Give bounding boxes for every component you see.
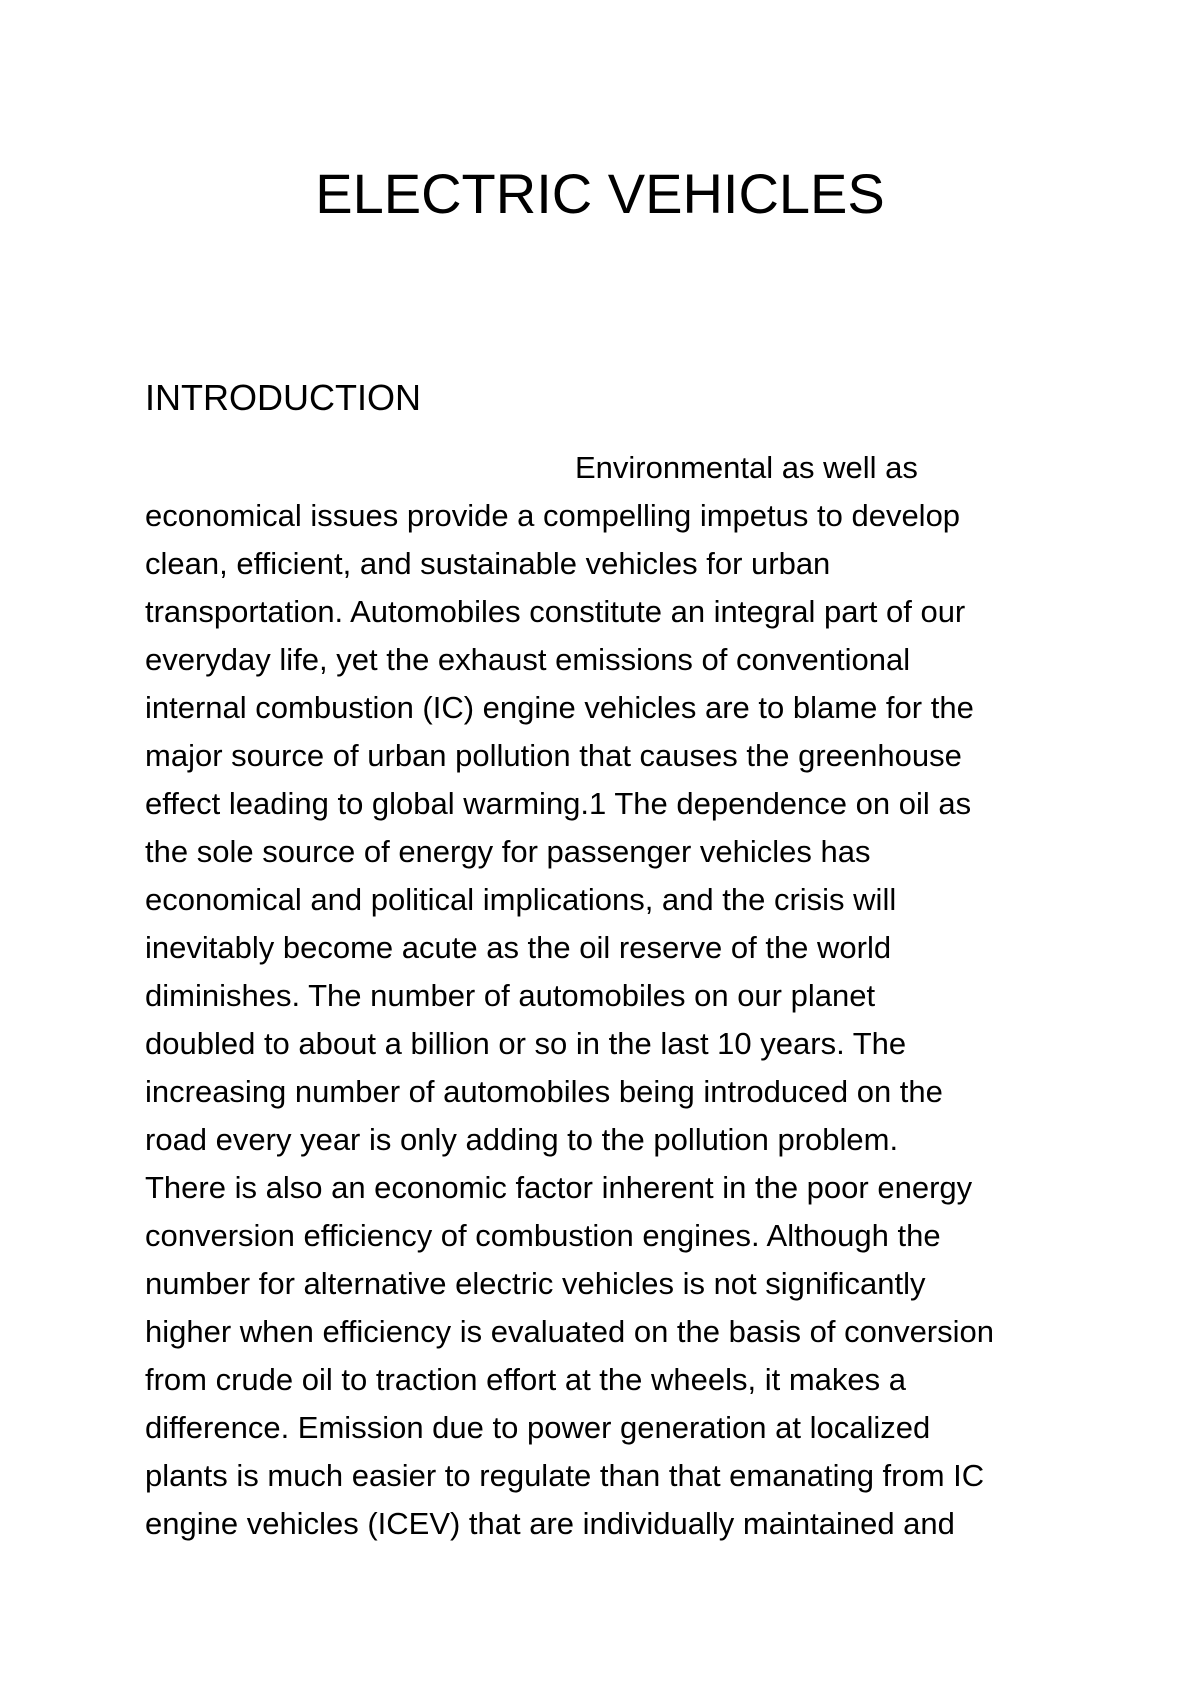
body-line: transportation. Automobiles constitute an integral part of our <box>145 594 966 629</box>
section-heading: INTRODUCTION <box>145 377 421 418</box>
body-line: the sole source of energy for passenger vehicles has <box>145 834 871 869</box>
body-line: There is also an economic factor inherent in the poor energy <box>145 1170 973 1205</box>
body-line: economical issues provide a compelling impetus to develop <box>145 498 961 533</box>
body-line: inevitably become acute as the oil reserve of the world <box>145 930 892 965</box>
body-line: road every year is only adding to the pollution problem. <box>145 1122 899 1157</box>
body-line: plants is much easier to regulate than that emanating from IC <box>145 1458 985 1493</box>
body-paragraph <box>145 444 1065 1548</box>
body-line: from crude oil to traction effort at the wheels, it makes a <box>145 1362 906 1397</box>
body-line: everyday life, yet the exhaust emissions of conventional <box>145 642 911 677</box>
body-line: Environmental as well as <box>575 450 918 485</box>
body-line: economical and political implications, and the crisis will <box>145 882 897 917</box>
body-line: number for alternative electric vehicles is not significantly <box>145 1266 926 1301</box>
body-line: effect leading to global warming.1 The dependence on oil as <box>145 786 972 821</box>
body-line: clean, efficient, and sustainable vehicles for urban <box>145 546 831 581</box>
body-line: diminishes. The number of automobiles on our planet <box>145 978 876 1013</box>
body-line: doubled to about a billion or so in the last 10 years. The <box>145 1026 907 1061</box>
body-line: internal combustion (IC) engine vehicles are to blame for the <box>145 690 974 725</box>
body-line: major source of urban pollution that causes the greenhouse <box>145 738 962 773</box>
body-line: higher when efficiency is evaluated on the basis of conversion <box>145 1314 995 1349</box>
document-title: ELECTRIC VEHICLES <box>315 162 885 225</box>
body-line: engine vehicles (ICEV) that are individually maintained and <box>145 1506 955 1541</box>
body-line: increasing number of automobiles being introduced on the <box>145 1074 943 1109</box>
body-line: difference. Emission due to power generation at localized <box>145 1410 931 1445</box>
body-line: conversion efficiency of combustion engines. Although the <box>145 1218 941 1253</box>
